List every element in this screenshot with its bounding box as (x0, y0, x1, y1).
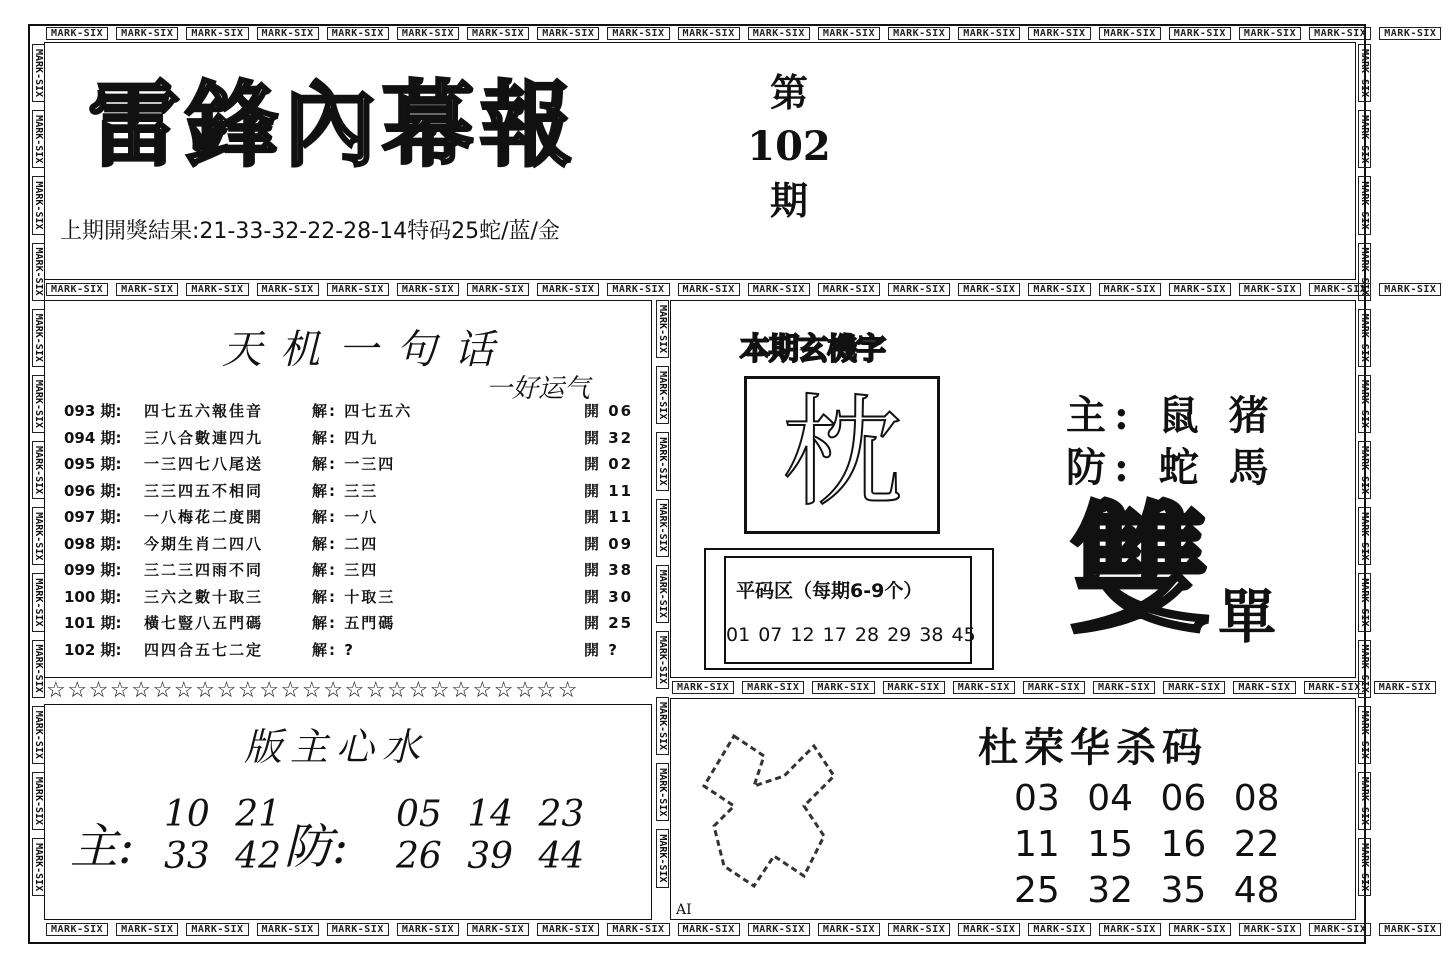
newspaper-title: 雷鋒內幕報 (88, 71, 579, 179)
watermark-label: MARK-SIX (656, 829, 669, 887)
tianji-row-saying: 三三四五不相同 (144, 481, 264, 500)
tianji-row-jie: 解: 十取三 (312, 587, 396, 606)
watermark-label: MARK-SIX (678, 27, 740, 40)
tianji-row-kai: 開 02 (584, 455, 634, 473)
watermark-label: MARK-SIX (656, 697, 669, 755)
watermark-label: MARK-SIX (467, 923, 529, 936)
watermark-label: MARK-SIX (46, 27, 108, 40)
tianji-row-jie: 解: 一八 (312, 508, 379, 526)
issue-label (744, 70, 834, 224)
tianji-row (64, 612, 644, 639)
watermark-label: MARK-SIX (1358, 309, 1371, 367)
watermark-label: MARK-SIX (1028, 283, 1090, 296)
banzhu-zhu-label: 主: (70, 819, 135, 875)
xuanji-char-box (744, 376, 940, 534)
watermark-label: MARK-SIX (46, 283, 108, 296)
watermark-label: MARK-SIX (397, 27, 459, 40)
tianji-row-jie: 解: 三四 (312, 561, 379, 579)
watermark-strip-top (46, 26, 1437, 42)
issue-suffix: 期 (769, 178, 808, 223)
tianji-row (64, 506, 644, 533)
tianji-row-saying: 橫七豎八五門碼 (144, 614, 264, 632)
watermark-label: MARK-SIX (953, 681, 1015, 694)
watermark-label: MARK-SIX (397, 283, 459, 296)
tianji-row (64, 453, 644, 480)
watermark-label: MARK-SIX (1379, 27, 1441, 40)
watermark-label: MARK-SIX (888, 27, 950, 40)
banzhu-zhu-row2: 33 42 (164, 836, 282, 877)
watermark-label: MARK-SIX (327, 27, 389, 40)
watermark-label: MARK-SIX (888, 283, 950, 296)
watermark-label: MARK-SIX (656, 300, 669, 358)
watermark-label: MARK-SIX (748, 27, 810, 40)
watermark-label: MARK-SIX (672, 681, 734, 694)
watermark-label: MARK-SIX (1239, 27, 1301, 40)
watermark-label: MARK-SIX (1358, 640, 1371, 698)
watermark-label: MARK-SIX (257, 923, 319, 936)
watermark-label: MARK-SIX (958, 27, 1020, 40)
pingma-inner (724, 556, 976, 664)
watermark-label: MARK-SIX (818, 923, 880, 936)
watermark-label: MARK-SIX (656, 366, 669, 424)
dan-char: 單 (1218, 583, 1277, 651)
tianji-row-kai: 開 38 (584, 561, 634, 579)
watermark-label: MARK-SIX (656, 432, 669, 490)
tianji-row (64, 480, 644, 507)
watermark-label: MARK-SIX (1028, 27, 1090, 40)
tianji-row-period: 097 期: (64, 508, 122, 526)
banzhu-zhu-row1: 10 21 (164, 794, 282, 835)
tianji-row (64, 533, 644, 560)
pingma-numbers: 01 07 12 17 28 29 38 45 (726, 624, 976, 646)
watermark-label: MARK-SIX (32, 507, 45, 565)
tianji-row-period: 099 期: (64, 561, 122, 579)
watermark-label: MARK-SIX (32, 375, 45, 433)
watermark-label: MARK-SIX (1028, 923, 1090, 936)
watermark-label: MARK-SIX (327, 923, 389, 936)
watermark-label: MARK-SIX (116, 283, 178, 296)
tianji-row-saying: 一八梅花二度開 (144, 508, 264, 526)
watermark-label: MARK-SIX (958, 283, 1020, 296)
watermark-label: MARK-SIX (883, 681, 945, 694)
watermark-label: MARK-SIX (748, 923, 810, 936)
watermark-label: MARK-SIX (32, 706, 45, 764)
tianji-row-saying: 四四合五七二定 (144, 640, 264, 659)
watermark-label: MARK-SIX (656, 565, 669, 623)
watermark-label: MARK-SIX (32, 838, 45, 896)
tianji-row-saying: 今期生肖二四八 (144, 534, 264, 553)
watermark-label: MARK-SIX (1023, 681, 1085, 694)
issue-prefix: 第 (769, 70, 808, 115)
tianji-row-period: 101 期: (64, 614, 122, 632)
watermark-label: MARK-SIX (397, 923, 459, 936)
watermark-label: MARK-SIX (257, 27, 319, 40)
watermark-label: MARK-SIX (257, 283, 319, 296)
tianji-row-jie: 解: 四九 (312, 428, 379, 447)
pingma-title: 平码区（每期6-9个） (736, 580, 923, 602)
tianji-row-saying: 三二三四雨不同 (144, 561, 264, 579)
tianji-row-kai: 開 ? (584, 640, 619, 659)
tianji-row-jie: 解: 三三 (312, 481, 379, 500)
watermark-label: MARK-SIX (656, 499, 669, 557)
watermark-label: MARK-SIX (656, 631, 669, 689)
watermark-label: MARK-SIX (607, 27, 669, 40)
watermark-label: MARK-SIX (607, 283, 669, 296)
issue-number: 102 (747, 123, 831, 170)
watermark-label: MARK-SIX (32, 110, 45, 168)
xuanji-char: 枕 (782, 384, 902, 523)
tianji-row-saying: 三八合數連四九 (144, 428, 264, 447)
pingma-box (704, 548, 994, 670)
watermark-label: MARK-SIX (32, 772, 45, 830)
watermark-label: MARK-SIX (1358, 176, 1371, 234)
zhu-zodiac: 主: 鼠 猪 (1066, 392, 1277, 439)
watermark-label: MARK-SIX (1163, 681, 1225, 694)
tianji-row (64, 400, 644, 427)
banzhu-fang-row1: 05 14 23 (396, 794, 585, 835)
watermark-label: MARK-SIX (1239, 283, 1301, 296)
watermark-label: MARK-SIX (1358, 243, 1371, 301)
tianji-row-jie: 解: 一三四 (312, 455, 396, 473)
tianji-row (64, 559, 644, 586)
watermark-label: MARK-SIX (32, 441, 45, 499)
watermark-label: MARK-SIX (537, 923, 599, 936)
watermark-label: MARK-SIX (958, 923, 1020, 936)
tianji-row-kai: 開 06 (584, 402, 634, 420)
watermark-label: MARK-SIX (1169, 27, 1231, 40)
shama-row2: 11 15 16 22 (1014, 824, 1280, 865)
tianji-row-period: 094 期: (64, 428, 122, 447)
tianji-row (64, 427, 644, 454)
tianji-row-kai: 開 30 (584, 587, 634, 606)
watermark-label: MARK-SIX (1169, 283, 1231, 296)
tianji-subtitle: 一好运气 (486, 374, 591, 404)
watermark-label: MARK-SIX (1358, 110, 1371, 168)
watermark-label: MARK-SIX (1358, 573, 1371, 631)
fang-zodiac: 防: 蛇 馬 (1066, 444, 1277, 491)
watermark-label: MARK-SIX (116, 923, 178, 936)
star-divider: ☆☆☆☆☆☆☆☆☆☆☆☆☆☆☆☆☆☆☆☆☆☆☆☆☆ (46, 678, 580, 703)
watermark-label: MARK-SIX (1169, 923, 1231, 936)
watermark-label: MARK-SIX (1379, 923, 1441, 936)
watermark-label: MARK-SIX (1309, 283, 1371, 296)
tianji-row-kai: 開 11 (584, 481, 634, 500)
tianji-row-saying: 一三四七八尾送 (144, 455, 264, 473)
watermark-label: MARK-SIX (1233, 681, 1295, 694)
watermark-label: MARK-SIX (1309, 27, 1371, 40)
tianji-row-period: 095 期: (64, 455, 122, 473)
watermark-label: MARK-SIX (678, 923, 740, 936)
watermark-label: MARK-SIX (1358, 772, 1371, 830)
watermark-label: MARK-SIX (1358, 441, 1371, 499)
tianji-row (64, 586, 644, 613)
banzhu-fang-label: 防: (284, 819, 349, 875)
watermark-label: MARK-SIX (116, 27, 178, 40)
watermark-strip-right (1356, 44, 1372, 924)
watermark-label: MARK-SIX (46, 923, 108, 936)
shuang-char: 雙 (1070, 489, 1211, 653)
watermark-label: MARK-SIX (888, 923, 950, 936)
watermark-label: MARK-SIX (1099, 283, 1161, 296)
tianji-row-period: 093 期: (64, 402, 122, 420)
watermark-label: MARK-SIX (748, 283, 810, 296)
watermark-label: MARK-SIX (1099, 923, 1161, 936)
tianji-row (64, 639, 644, 666)
watermark-label: MARK-SIX (467, 27, 529, 40)
watermark-label: MARK-SIX (467, 283, 529, 296)
watermark-label: MARK-SIX (1374, 681, 1436, 694)
watermark-label: MARK-SIX (1358, 375, 1371, 433)
ink-splash-decoration (694, 716, 854, 896)
watermark-label: MARK-SIX (32, 573, 45, 631)
watermark-label: MARK-SIX (186, 27, 248, 40)
watermark-label: MARK-SIX (32, 309, 45, 367)
tianji-row-period: 098 期: (64, 534, 122, 553)
tianji-row-kai: 開 09 (584, 534, 634, 553)
shama-row3: 25 32 35 48 (1014, 870, 1280, 911)
tianji-row-period: 096 期: (64, 481, 122, 500)
tianji-row-period: 102 期: (64, 640, 122, 659)
watermark-label: MARK-SIX (537, 27, 599, 40)
watermark-label: MARK-SIX (1358, 706, 1371, 764)
watermark-strip-center (654, 300, 670, 920)
watermark-label: MARK-SIX (678, 283, 740, 296)
banzhu-fang-row2: 26 39 44 (396, 836, 585, 877)
watermark-label: MARK-SIX (32, 176, 45, 234)
shama-row1: 03 04 06 08 (1014, 778, 1280, 819)
watermark-label: MARK-SIX (327, 283, 389, 296)
watermark-label: MARK-SIX (656, 763, 669, 821)
watermark-label: MARK-SIX (1304, 681, 1366, 694)
watermark-label: MARK-SIX (742, 681, 804, 694)
watermark-label: MARK-SIX (812, 681, 874, 694)
tianji-row-jie: 解: ? (312, 640, 355, 659)
watermark-label: MARK-SIX (32, 243, 45, 301)
xuanji-label: 本期玄機字 (740, 332, 885, 367)
watermark-label: MARK-SIX (537, 283, 599, 296)
tianji-rows (64, 400, 644, 665)
tianji-row-jie: 解: 四七五六 (312, 402, 413, 420)
watermark-label: MARK-SIX (607, 923, 669, 936)
watermark-label: MARK-SIX (32, 640, 45, 698)
watermark-label: MARK-SIX (32, 44, 45, 102)
tianji-row-jie: 解: 五門碼 (312, 614, 396, 632)
watermark-label: MARK-SIX (1099, 27, 1161, 40)
watermark-label: MARK-SIX (186, 923, 248, 936)
watermark-strip-mid (46, 282, 1437, 298)
watermark-label: MARK-SIX (1309, 923, 1371, 936)
tianji-title: 天机一句话 (222, 327, 512, 373)
tianji-row-saying: 四七五六報佳音 (144, 402, 264, 420)
banzhu-title: 版主心水 (244, 725, 429, 769)
watermark-label: MARK-SIX (818, 27, 880, 40)
tianji-row-jie: 解: 二四 (312, 534, 379, 553)
watermark-label: MARK-SIX (1379, 283, 1441, 296)
tianji-row-kai: 開 32 (584, 428, 634, 447)
shama-title: 杜荣华杀码 (978, 724, 1208, 771)
tianji-row-kai: 開 11 (584, 508, 634, 526)
watermark-label: MARK-SIX (1358, 507, 1371, 565)
watermark-label: MARK-SIX (1358, 838, 1371, 896)
tianji-row-saying: 三六之數十取三 (144, 587, 264, 606)
tianji-row-kai: 開 25 (584, 614, 634, 632)
watermark-label: MARK-SIX (1093, 681, 1155, 694)
last-draw-result: 上期開獎結果:21-33-32-22-28-14特码25蛇/蓝/金 (60, 219, 560, 244)
watermark-label: MARK-SIX (1358, 44, 1371, 102)
corner-text: AI (676, 902, 692, 918)
tianji-row-period: 100 期: (64, 587, 122, 606)
watermark-label: MARK-SIX (186, 283, 248, 296)
watermark-label: MARK-SIX (818, 283, 880, 296)
watermark-label: MARK-SIX (1239, 923, 1301, 936)
watermark-strip-bottom (46, 922, 1437, 938)
watermark-strip-lower (672, 680, 1431, 696)
